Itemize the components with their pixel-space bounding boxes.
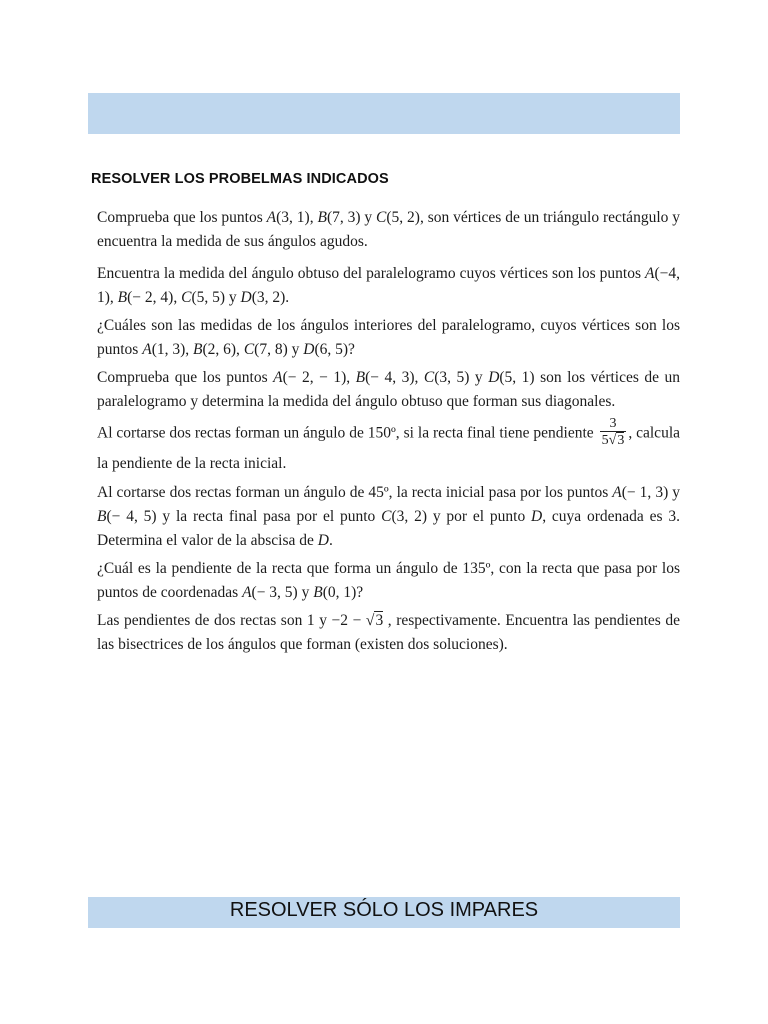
- fraction: $\frac{3}{5√3}$: [601, 416, 625, 448]
- footer-banner: [88, 897, 680, 928]
- problem-6: Al cortarse dos rectas forman un ángulo de 45º, la recta inicial pasa por los puntos A(− 1, 3) y B(− 4, 5) y la recta final pasa por el punto C(3, 2) y por el punto D, cuya ordenada es 3. Determina el valor de la abscisa de D.: [97, 484, 680, 549]
- top-banner: [88, 93, 680, 134]
- problem-4: Comprueba que los puntos A(− 2, − 1), B(− 4, 3), C(3, 5) y D(5, 1) son los vértices de un paralelogramo y determina la medida del ángulo obtuso que forman sus diagonales.: [97, 369, 681, 410]
- problem-8: Las pendientes de dos rectas son 1 y −2 − √3 , respectivamente. Encuentra las pendientes de las bisectrices de los ángulos que forman (existen dos soluciones).: [97, 612, 681, 653]
- footer-instruction: RESOLVER SÓLO LOS IMPARES: [229, 899, 539, 921]
- problem-2: Encuentra la medida del ángulo obtuso del paralelogramo cuyos vértices son los puntos A(−4, 1), B(− 2, 4), C(5, 5) y D(3, 2).: [97, 265, 680, 306]
- sqrt-symbol: √: [608, 433, 617, 448]
- sqrt-symbol: √: [365, 612, 375, 629]
- problem-1: Comprueba que los puntos A(3, 1), B(7, 3) y C(5, 2), son vértices de un triángulo rectángulo y encuentra la medida de sus ángulos agudos.: [97, 209, 681, 250]
- problem-7: ¿Cuál es la pendiente de la recta que forma un ángulo de 135º, con la recta que pasa por los puntos de coordenadas A(− 3, 5) y B(0, 1)?: [97, 560, 680, 601]
- problem-3: ¿Cuáles son las medidas de los ángulos interiores del paralelogramo, cuyos vértices son los puntos A(1, 3), B(2, 6), C(7, 8) y D(6, 5)?: [97, 317, 680, 358]
- problem-list: [97, 206, 680, 661]
- page-heading: RESOLVER LOS PROBELMAS INDICADOS: [91, 171, 389, 187]
- problem-5: Al cortarse dos rectas forman un ángulo de 150º, si la recta final tiene pendiente $\frac{3}{5√3}$ , calcula la pendiente de la recta inicial.: [97, 416, 681, 472]
